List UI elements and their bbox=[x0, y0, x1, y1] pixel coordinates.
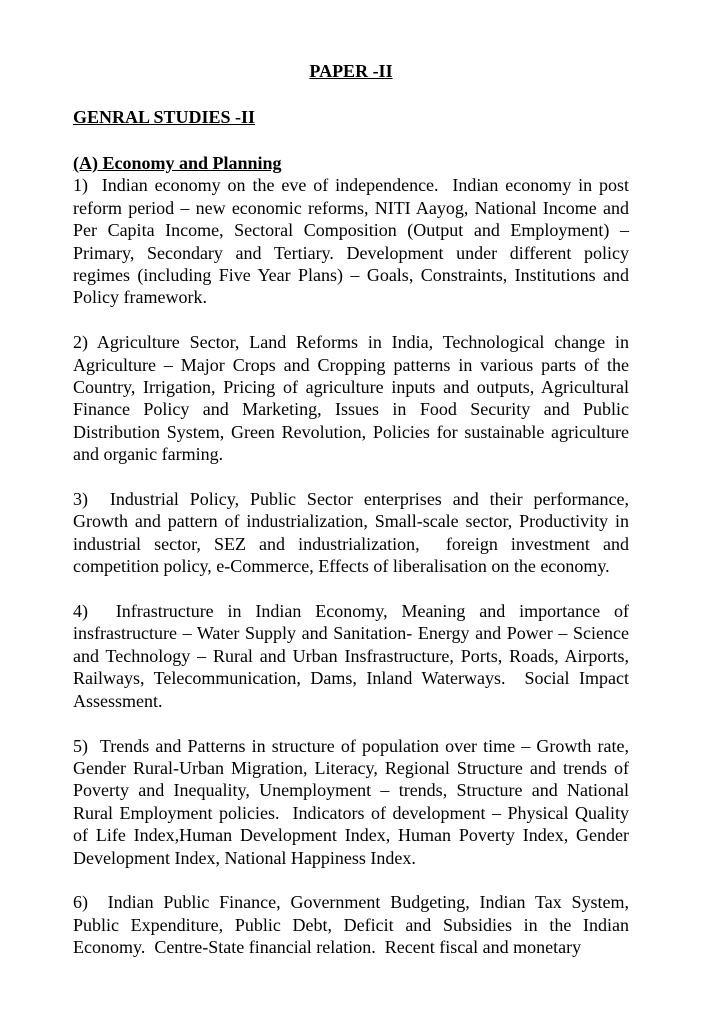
paragraph-1: 1) Indian economy on the eve of independence. Indian economy in post reform period – new economic reforms, NITI Aayog, National Income and Per Capita Income, Sectoral Composition (Output and Employment) – Primary, Secondary and Tertiary. Development under different policy regimes (including Five Year Plans) – Goals, Constraints, Institutions and Policy framework. bbox=[73, 175, 634, 308]
paragraph-2: 2) Agriculture Sector, Land Reforms in India, Technological change in Agriculture – Major Crops and Cropping patterns in various parts of the Country, Irrigation, Pricing of agriculture inputs and outputs, Agricultural Finance Policy and Marketing, Issues in Food Security and Public Distribution System, Green Revolution, Policies for sustainable agriculture and organic farming. bbox=[73, 332, 634, 465]
paragraph-3: 3) Industrial Policy, Public Sector enterprises and their performance, Growth and pattern of industrialization, Small-scale sector, Productivity in industrial sector, SEZ and industrialization, foreign investment and competition policy, e-Commerce, Effects of liberalisation on the economy. bbox=[73, 489, 634, 577]
section-title: GENRAL STUDIES -II bbox=[73, 107, 256, 127]
paragraph-6: 6) Indian Public Finance, Government Budgeting, Indian Tax System, Public Expenditure, Public Debt, Deficit and Subsidies in the Indian Economy. Centre-State financial relation. Recent fiscal and monetary bbox=[73, 892, 634, 958]
document-page bbox=[73, 60, 634, 981]
paragraph-4: 4) Infrastructure in Indian Economy, Meaning and importance of insfrastructure – Water Supply and Sanitation- Energy and Power – Science and Technology – Rural and Urban Insfrastructure, Ports, Roads, Airports, Railways, Telecommunication, Dams, Inland Waterways. Social Impact Assessment. bbox=[73, 601, 634, 711]
paper-title: PAPER -II bbox=[309, 61, 393, 81]
subsection-title: (A) Economy and Planning bbox=[73, 153, 282, 173]
paragraph-5: 5) Trends and Patterns in structure of population over time – Growth rate, Gender Rural-Urban Migration, Literacy, Regional Structure and trends of Poverty and Inequality, Unemployment – trends, Structure and National Rural Employment policies. Indicators of development – Physical Quality of Life Index,Human Development Index, Human Poverty Index, Gender Development Index, National Happiness Index. bbox=[73, 735, 634, 868]
